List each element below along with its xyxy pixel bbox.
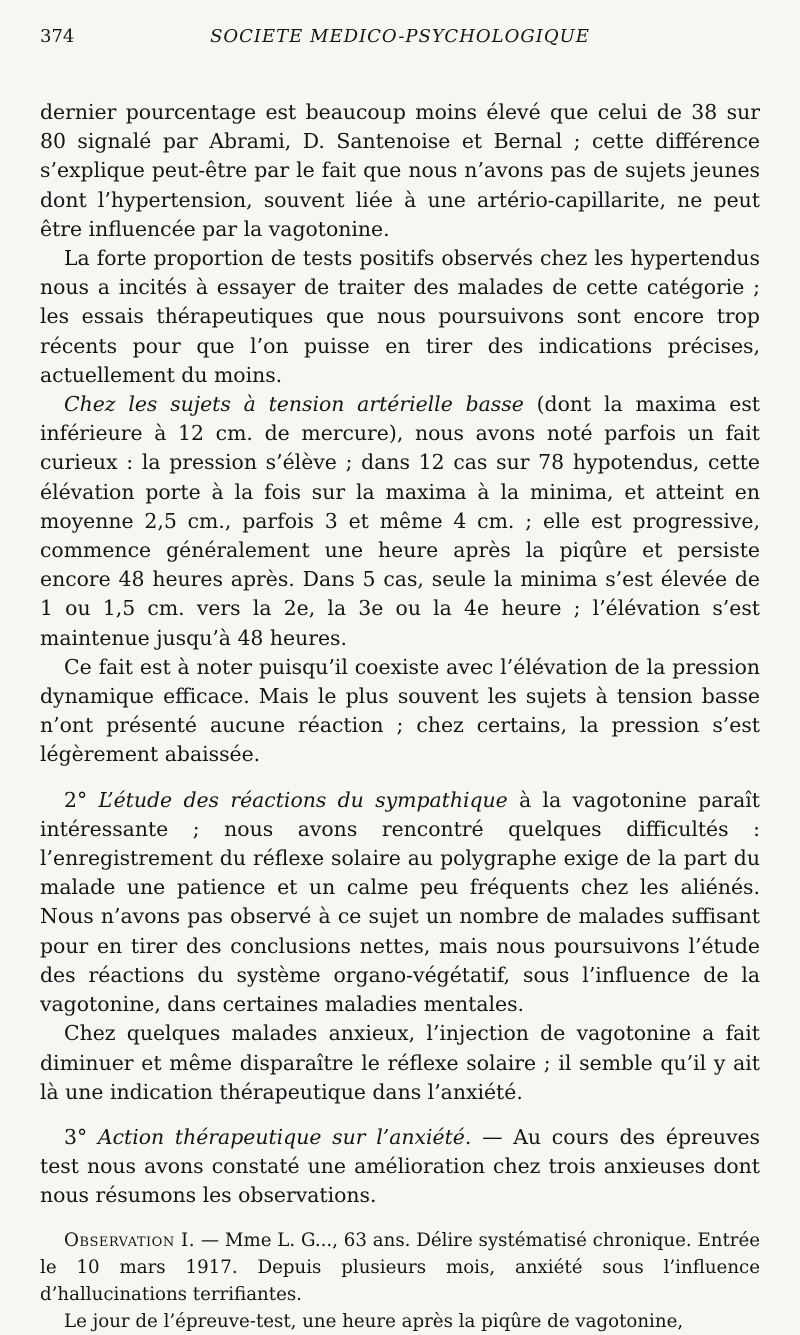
- observation-continuation: Le jour de l’épreuve-test, une heure après la piqûre de vagotonine,: [64, 1310, 684, 1332]
- page-number: 374: [40, 26, 75, 47]
- paragraph-5-italic: L’étude des réactions du sympathique: [98, 787, 508, 812]
- observation-text: — Mme L. G..., 63 ans. Délire systématisé chronique. Entrée le 10 mars 1917. Depuis plusieurs mois, anxiété sous l’influence d’hallucinations terrifiantes.: [40, 1229, 760, 1305]
- paragraph-5-lead: 2°: [64, 787, 99, 812]
- paragraph-3: [40, 390, 760, 653]
- page-header: [40, 26, 760, 56]
- observation-block: [40, 1227, 760, 1335]
- observation-label: Observation I.: [64, 1229, 195, 1251]
- paragraph-3-text: (dont la maxima est inférieure à 12 cm. de mercure), nous avons noté parfois un fait curieux : la pression s’élève ; dans 12 cas sur 78 hypotendus, cette élévation porte à la fois sur la maxima à la minima, et atteint en moyenne 2,5 cm., parfois 3 et même 4 cm. ; elle est progressive, commence généralement une heure après la piqûre et persiste encore 48 heures après. Dans 5 cas, seule la minima s’est élevée de 1 ou 1,5 cm. vers la 2e, la 3e ou la 4e heure ; l’élévation s’est maintenue jusqu’à 48 heures.: [40, 392, 760, 650]
- paragraph-4: Ce fait est à noter puisqu’il coexiste avec l’élévation de la pression dynamique efficace. Mais le plus souvent les sujets à tension basse n’ont présenté aucune réaction ; chez certains, la pression s’est légèrement abaissée.: [40, 654, 760, 767]
- paragraph-5: [40, 786, 760, 1020]
- observation-paragraph: [40, 1227, 760, 1308]
- paragraph-7: [40, 1123, 760, 1211]
- paragraph-1: dernier pourcentage est beaucoup moins élevé que celui de 38 sur 80 signalé par Abrami, D. Santenoise et Bernal ; cette différence s’explique peut-être par le fait que nous n’avons pas de sujets jeunes dont l’hypertension, souvent liée à une artério-capillarite, ne peut être influencée par la vagotonine.: [40, 100, 760, 241]
- paragraph-7-lead: 3°: [64, 1124, 98, 1149]
- paragraph-2: La forte proportion de tests positifs observés chez les hypertendus nous a incités à essayer de traiter des malades de cette catégorie ; les essais thérapeutiques que nous poursuivons sont encore trop récents pour que l’on puisse en tirer des indications précises, actuellement du moins.: [40, 246, 760, 387]
- paragraph-6: Chez quelques malades anxieux, l’injection de vagotonine a fait diminuer et même disparaître le réflexe solaire ; il semble qu’il y ait là une indication thérapeutique dans l’anxiété.: [40, 1021, 760, 1104]
- paragraph-3-italic: Chez les sujets à tension artérielle basse: [64, 392, 524, 417]
- running-title: SOCIETE MEDICO-PSYCHOLOGIQUE: [210, 26, 590, 47]
- paragraph-7-italic: Action thérapeutique sur l’anxiété.: [97, 1124, 472, 1149]
- paragraph-7-text: — Au cours des épreuves test nous avons constaté une amélioration chez trois anxieuses dont nous résumons les observations.: [40, 1124, 760, 1208]
- paragraph-5-text: à la vagotonine paraît intéressante ; nous avons rencontré quelques difficultés : l’enregistrement du réflexe solaire au polygraphe exige de la part du malade une patience et un calme peu fréquents chez les aliénés. Nous n’avons pas observé à ce sujet un nombre de malades suffisant pour en tirer des conclusions nettes, mais nous poursuivons l’étude des réactions du système organo-végétatif, sous l’influence de la vagotonine, dans certaines maladies mentales.: [40, 787, 761, 1017]
- body-text: [40, 98, 760, 1211]
